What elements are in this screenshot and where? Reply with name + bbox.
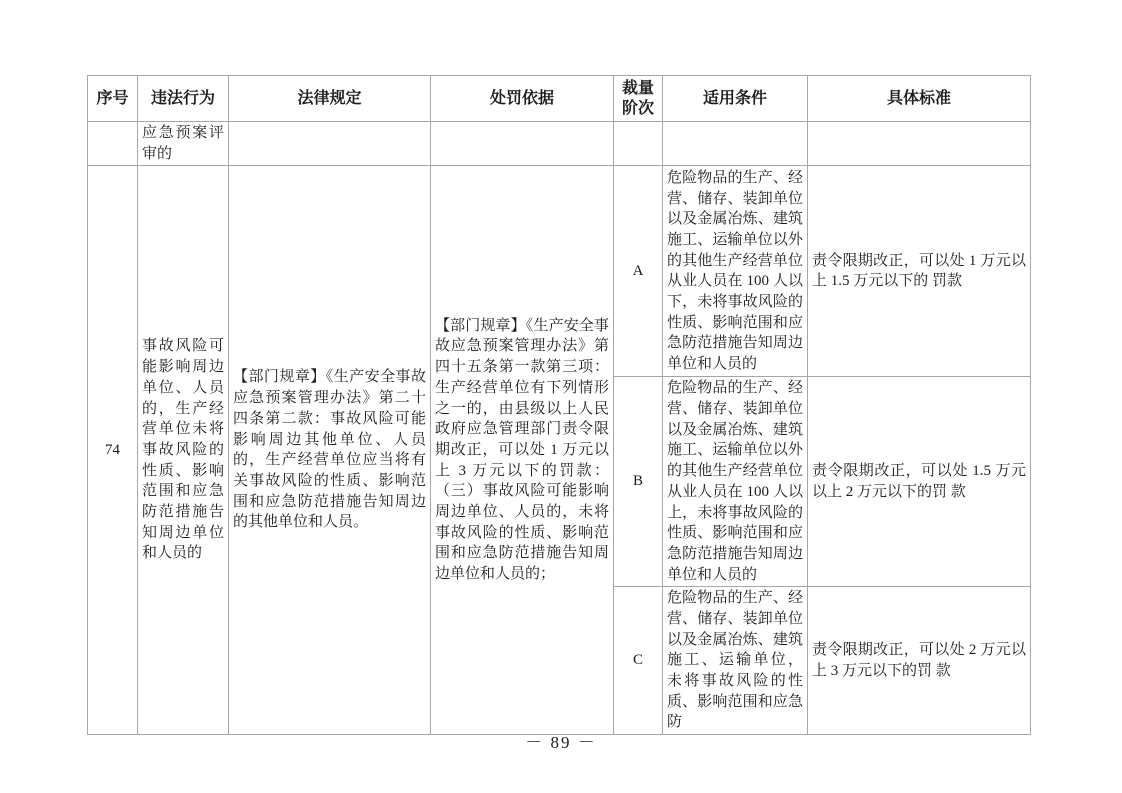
tier-standard-a-cell: 责令限期改正，可以处 1 万元以上 1.5 万元以下的 罚款: [808, 166, 1031, 377]
penalty-basis-cell: 【部门规章】《生产安全事故应急预案管理办法》第四十五条第一款第三项：生产经营单位有下列情形之一的，由县级以上人民政府应急管理部门责令限期改正，可以处 1 万元以上 3 万元以下的罚款：（三）事故风险可能影响周边单位、人员的，未将事故风险的性质、影响范围和应急防范措施告知周边单位和人员的；: [431, 166, 614, 735]
tier-level-a-cell: A: [614, 166, 663, 377]
empty-cell: [88, 122, 138, 166]
tier-standard-b-cell: 责令限期改正，可以处 1.5 万元以上 2 万元以下的罚 款: [808, 377, 1031, 587]
table-header-row: [88, 76, 1031, 122]
empty-cell: [808, 122, 1031, 166]
empty-cell: [229, 122, 431, 166]
penalty-standards-table: [87, 75, 1031, 735]
col-header-applicable-condition: 适用条件: [663, 76, 808, 122]
violation-cell: 事故风险可能影响周边单位、人员的，生产经营单位未将事故风险的性质、影响范围和应急防范措施告知周边单位和人员的: [138, 166, 229, 735]
tier-condition-b-cell: 危险物品的生产、经营、储存、装卸单位以及金属冶炼、建筑施工、运输单位以外的其他生产经营单位从业人员在 100 人以上，未将事故风险的性质、影响范围和应急防范措施告知周边单位和人员的: [663, 377, 808, 587]
tier-standard-c-cell: 责令限期改正，可以处 2 万元以上 3 万元以下的罚 款: [808, 587, 1031, 735]
carryover-violation-cell: 应急预案评审的: [138, 122, 229, 166]
tier-level-b-cell: B: [614, 377, 663, 587]
carryover-row: [88, 122, 1031, 166]
col-header-penalty-basis: 处罚依据: [431, 76, 614, 122]
empty-cell: [614, 122, 663, 166]
tier-condition-c-cell: 危险物品的生产、经营、储存、装卸单位以及金属冶炼、建筑施工、运输单位， 未将事故风险的性质、影响范围和应急防: [663, 587, 808, 735]
tier-condition-a-cell: 危险物品的生产、经营、储存、装卸单位以及金属冶炼、建筑施工、运输单位以外的其他生产经营单位从业人员在 100 人以下，未将事故风险的性质、影响范围和应急防范措施告知周边单位和人员的: [663, 166, 808, 377]
col-header-specific-standard: 具体标准: [808, 76, 1031, 122]
page-number: － 89 －: [525, 733, 597, 752]
empty-cell: [431, 122, 614, 166]
seq-cell: 74: [88, 166, 138, 735]
tier-row-a: [88, 166, 1031, 377]
legal-provision-cell: 【部门规章】《生产安全事故应急预案管理办法》第二十四条第二款：事故风险可能影响周边其他单位、人员的，生产经营单位应当将有关事故风险的性质、影响范围和应急防范措施告知周边的其他单位和人员。: [229, 166, 431, 735]
col-header-discretion-tier: 裁量阶次: [614, 76, 663, 122]
col-header-violation: 违法行为: [138, 76, 229, 122]
tier-level-c-cell: C: [614, 587, 663, 735]
col-header-seq: 序号: [88, 76, 138, 122]
empty-cell: [663, 122, 808, 166]
col-header-legal-provision: 法律规定: [229, 76, 431, 122]
